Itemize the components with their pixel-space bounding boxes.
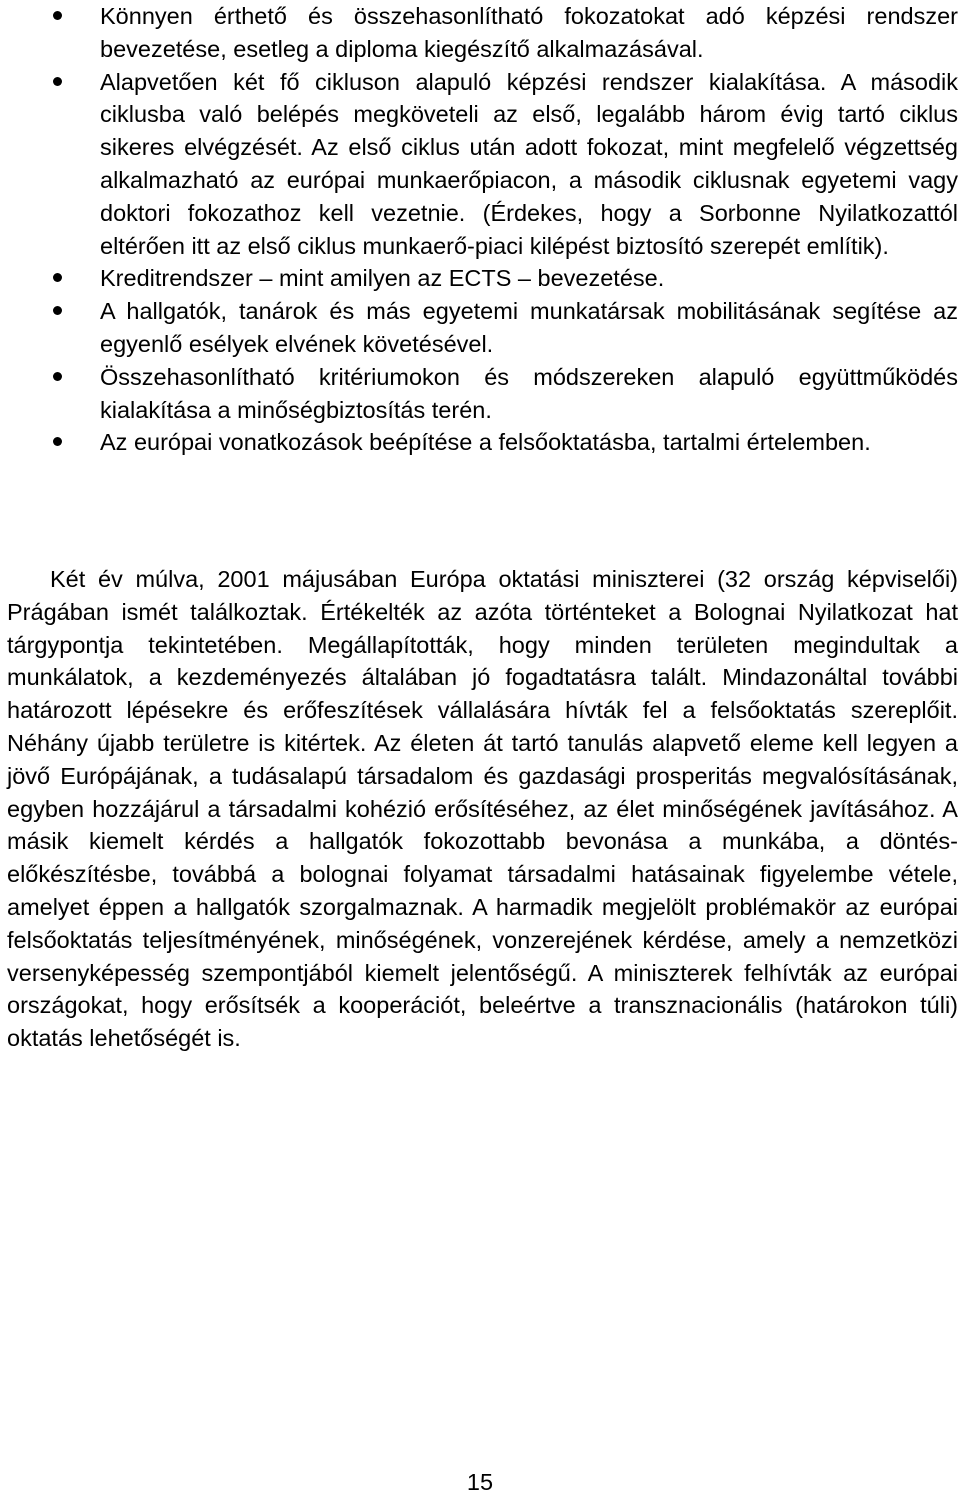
list-item	[0, 0, 960, 66]
body-paragraph: Két év múlva, 2001 májusában Európa oktatási miniszterei (32 ország képviselői) Prágában ismét találkoztak. Értékelték az azóta történteket a Bolognai Nyilatkozat hat tárgypontja tekintetében. Megállapították, hogy minden területen megindultak a munkálatok, a kezdeményezés általában jó fogadtatásra talált. Mindazonáltal további határozott lépésekre és erőfeszítések vállalására hívták fel a felsőoktatás szereplőit. Néhány újabb területre is kitértek. Az életen át tartó tanulás alapvető eleme kell legyen a jövő Európájának, a tudásalapú társadalom és gazdasági prosperitás megvalósításának, egyben hozzájárul a társadalmi kohézió erősítéséhez, az élet minőségének javításához. A másik kiemelt kérdés a hallgatók fokozottabb bevonása a munkába, a döntés-előkészítésbe, továbbá a bolognai folyamat társadalmi hatásainak figyelembe vétele, amelyet éppen a hallgatók szorgalmaznak. A harmadik megjelölt problémakör az európai felsőoktatás teljesítményének, minőségének, vonzerejének kérdése, amely a nemzetközi versenyképesség szempontjából kiemelt jelentőségű. A miniszterek felhívták az európai országokat, hogy erősítsék a kooperációt, beleértve a transznacionális (határokon túli) oktatás lehetőségét is.	[7, 566, 958, 1052]
bullet-icon	[53, 306, 62, 315]
bullet-icon	[53, 11, 62, 20]
list-item	[0, 361, 960, 427]
bullet-icon	[53, 437, 62, 446]
list-item	[0, 295, 960, 361]
bullet-icon	[53, 77, 62, 86]
list-item	[0, 262, 960, 295]
bullet-icon	[53, 372, 62, 381]
list-item-text: Könnyen érthető és összehasonlítható fokozatokat adó képzési rendszer bevezetése, esetleg a diploma kiegészítő alkalmazásával.	[100, 3, 958, 62]
list-item	[0, 426, 960, 459]
bullet-icon	[53, 273, 62, 282]
list-item	[0, 66, 960, 263]
list-item-text: A hallgatók, tanárok és más egyetemi munkatársak mobilitásának segítése az egyenlő esélyek elvének követésével.	[100, 298, 958, 357]
list-item-text: Kreditrendszer – mint amilyen az ECTS – bevezetése.	[100, 265, 665, 292]
list-item-text: Az európai vonatkozások beépítése a felsőoktatásba, tartalmi értelemben.	[100, 429, 871, 456]
page-number: 15	[466, 1469, 494, 1495]
bullet-list	[0, 0, 960, 459]
list-item-text: Összehasonlítható kritériumokon és módszereken alapuló együttműködés kialakítása a minőségbiztosítás terén.	[100, 363, 958, 423]
list-item-text: Alapvetően két fő cikluson alapuló képzési rendszer kialakítása. A második ciklusba való belépés megköveteli az első, legalább három évig tartó ciklus sikeres elvégzését. Az első ciklus után adott fokozat, mint megfelelő végzettség alkalmazható az európai munkaerőpiacon, a második ciklusnak egyetemi vagy doktori fokozathoz kell vezetnie. (Érdekes, hogy a Sorbonne Nyilatkozattól eltérően itt az első ciklus munkaerő-piaci kilépést biztosító szerepét említik).	[100, 68, 958, 259]
